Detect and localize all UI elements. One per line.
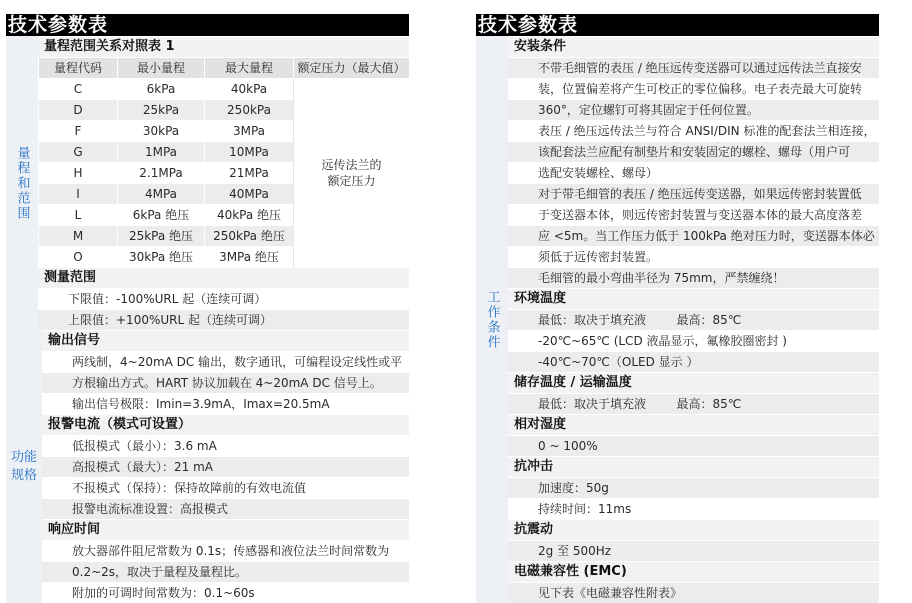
install-line: 应 <5m。当工作压力低于 100kPa 绝对压力时，变送器本体必: [508, 225, 879, 246]
cell-code: O: [39, 247, 118, 268]
install-line: 表压 / 绝压远传法兰与符合 ANSI/DIN 标准的配套法兰相连接，: [508, 120, 879, 141]
cell-min: 25kPa 绝压: [118, 226, 205, 247]
cell-min: 1MPa: [118, 142, 205, 163]
storage-temp-heading: 储存温度 / 运输温度: [508, 372, 879, 393]
working-conditions-section: [476, 36, 879, 603]
alarm-line: 不报模式（保持）：保持故障前的有效电流值: [42, 477, 409, 498]
output-signal-heading: 输出信号: [42, 330, 409, 351]
humidity-heading: 相对湿度: [508, 414, 879, 435]
working-conditions-side-label: 工作条件: [476, 36, 508, 603]
left-title: 技术参数表: [6, 14, 409, 36]
cell-code: L: [39, 205, 118, 226]
cell-code: I: [39, 184, 118, 205]
right-title: 技术参数表: [476, 14, 879, 36]
cell-max: 250kPa 绝压: [205, 226, 294, 247]
right-column: [476, 14, 879, 603]
cell-code: H: [39, 163, 118, 184]
install-line: 毛细管的最小弯曲半径为 75mm，严禁缠绕！: [508, 267, 879, 288]
cell-max: 250kPa: [205, 100, 294, 121]
cell-max: 3MPa: [205, 121, 294, 142]
install-line: 装，位置偏差将产生可校正的零位偏移。电子表壳最大可旋转: [508, 78, 879, 99]
storage-line: 最低：取决于填充液 最高：85℃: [508, 393, 879, 414]
range-table-title: 量程范围关系对照表 1: [38, 36, 409, 57]
response-line: 放大器部件阻尼常数为 0.1s；传感器和液位法兰时间常数为: [42, 540, 409, 561]
install-line: 对于带毛细管的表压 / 绝压远传变送器，如果远传密封装置低: [508, 183, 879, 204]
output-line: 输出信号极限：Imin=3.9mA，Imax=20.5mA: [42, 393, 409, 414]
cell-code: M: [39, 226, 118, 247]
cell-code: F: [39, 121, 118, 142]
alarm-current-heading: 报警电流（模式可设置）: [42, 414, 409, 435]
upper-limit: 上限值：+100%URL 起（连续可调）: [38, 309, 409, 330]
left-column: [6, 14, 409, 603]
cell-min: 2.1MPa: [118, 163, 205, 184]
cell-min: 6kPa 绝压: [118, 205, 205, 226]
emc-line: 见下表《电磁兼容性附表》: [508, 582, 879, 603]
ambient-temp-heading: 环境温度: [508, 288, 879, 309]
cell-min: 4MPa: [118, 184, 205, 205]
output-line: 方根输出方式。HART 协议加载在 4~20mA DC 信号上。: [42, 372, 409, 393]
output-line: 两线制，4~20mA DC 输出，数字通讯，可编程设定线性或平: [42, 351, 409, 372]
alarm-line: 报警电流标准设置：高报模式: [42, 498, 409, 519]
table-row: [39, 79, 410, 100]
col-header-rated: 额定压力（最大值）: [294, 58, 410, 79]
ambient-line: 最低：取决于填充液 最高：85℃: [508, 309, 879, 330]
install-line: 选配安装螺栓、螺母）: [508, 162, 879, 183]
cell-max: 40kPa 绝压: [205, 205, 294, 226]
cell-code: D: [39, 100, 118, 121]
function-section: [6, 330, 409, 603]
cell-max: 10MPa: [205, 142, 294, 163]
install-line: 于变送器本体，则远传密封装置与变送器本体的最大高度落差: [508, 204, 879, 225]
response-line: 附加的可调时间常数为：0.1~60s: [42, 582, 409, 603]
range-section: [6, 36, 409, 330]
alarm-line: 低报模式（最小）：3.6 mA: [42, 435, 409, 456]
cell-max: 40MPa: [205, 184, 294, 205]
cell-max: 40kPa: [205, 79, 294, 100]
install-line: 360°，定位螺钉可将其固定于任何位置。: [508, 99, 879, 120]
cell-code: G: [39, 142, 118, 163]
response-line: 0.2~2s，取决于量程及量程比。: [42, 561, 409, 582]
cell-min: 6kPa: [118, 79, 205, 100]
vibration-line: 2g 至 500Hz: [508, 540, 879, 561]
range-table-header: [39, 58, 410, 79]
cell-min: 30kPa 绝压: [118, 247, 205, 268]
measure-range-heading: 测量范围: [38, 267, 409, 288]
cell-max: 3MPa 绝压: [205, 247, 294, 268]
ambient-line: -20℃~65℃ (LCD 液晶显示，氟橡胶圈密封 ): [508, 330, 879, 351]
alarm-line: 高报模式（最大）：21 mA: [42, 456, 409, 477]
col-header-min: 最小量程: [118, 58, 205, 79]
install-heading: 安装条件: [508, 36, 879, 57]
col-header-max: 最大量程: [205, 58, 294, 79]
vibration-heading: 抗震动: [508, 519, 879, 540]
humidity-line: 0 ~ 100%: [508, 435, 879, 456]
install-line: 不带毛细管的表压 / 绝压远传变送器可以通过远传法兰直接安: [508, 57, 879, 78]
function-side-label: 功能 规格: [6, 330, 42, 603]
shock-line: 持续时间：11ms: [508, 498, 879, 519]
lower-limit: 下限值：-100%URL 起（连续可调）: [38, 288, 409, 309]
install-line: 须低于远传密封装置。: [508, 246, 879, 267]
col-header-code: 量程代码: [39, 58, 118, 79]
range-table: [38, 57, 409, 267]
response-time-heading: 响应时间: [42, 519, 409, 540]
range-side-label: 量程和范围: [6, 36, 38, 330]
install-line: 该配套法兰应配有制垫片和安装固定的螺栓、螺母（用户可: [508, 141, 879, 162]
cell-min: 30kPa: [118, 121, 205, 142]
shock-heading: 抗冲击: [508, 456, 879, 477]
emc-heading: 电磁兼容性 (EMC): [508, 561, 879, 582]
ambient-line: -40℃~70℃（OLED 显示 ）: [508, 351, 879, 372]
shock-line: 加速度：50g: [508, 477, 879, 498]
cell-min: 25kPa: [118, 100, 205, 121]
rated-pressure-note: 远传法兰的 额定压力: [294, 79, 410, 268]
cell-code: C: [39, 79, 118, 100]
cell-max: 21MPa: [205, 163, 294, 184]
